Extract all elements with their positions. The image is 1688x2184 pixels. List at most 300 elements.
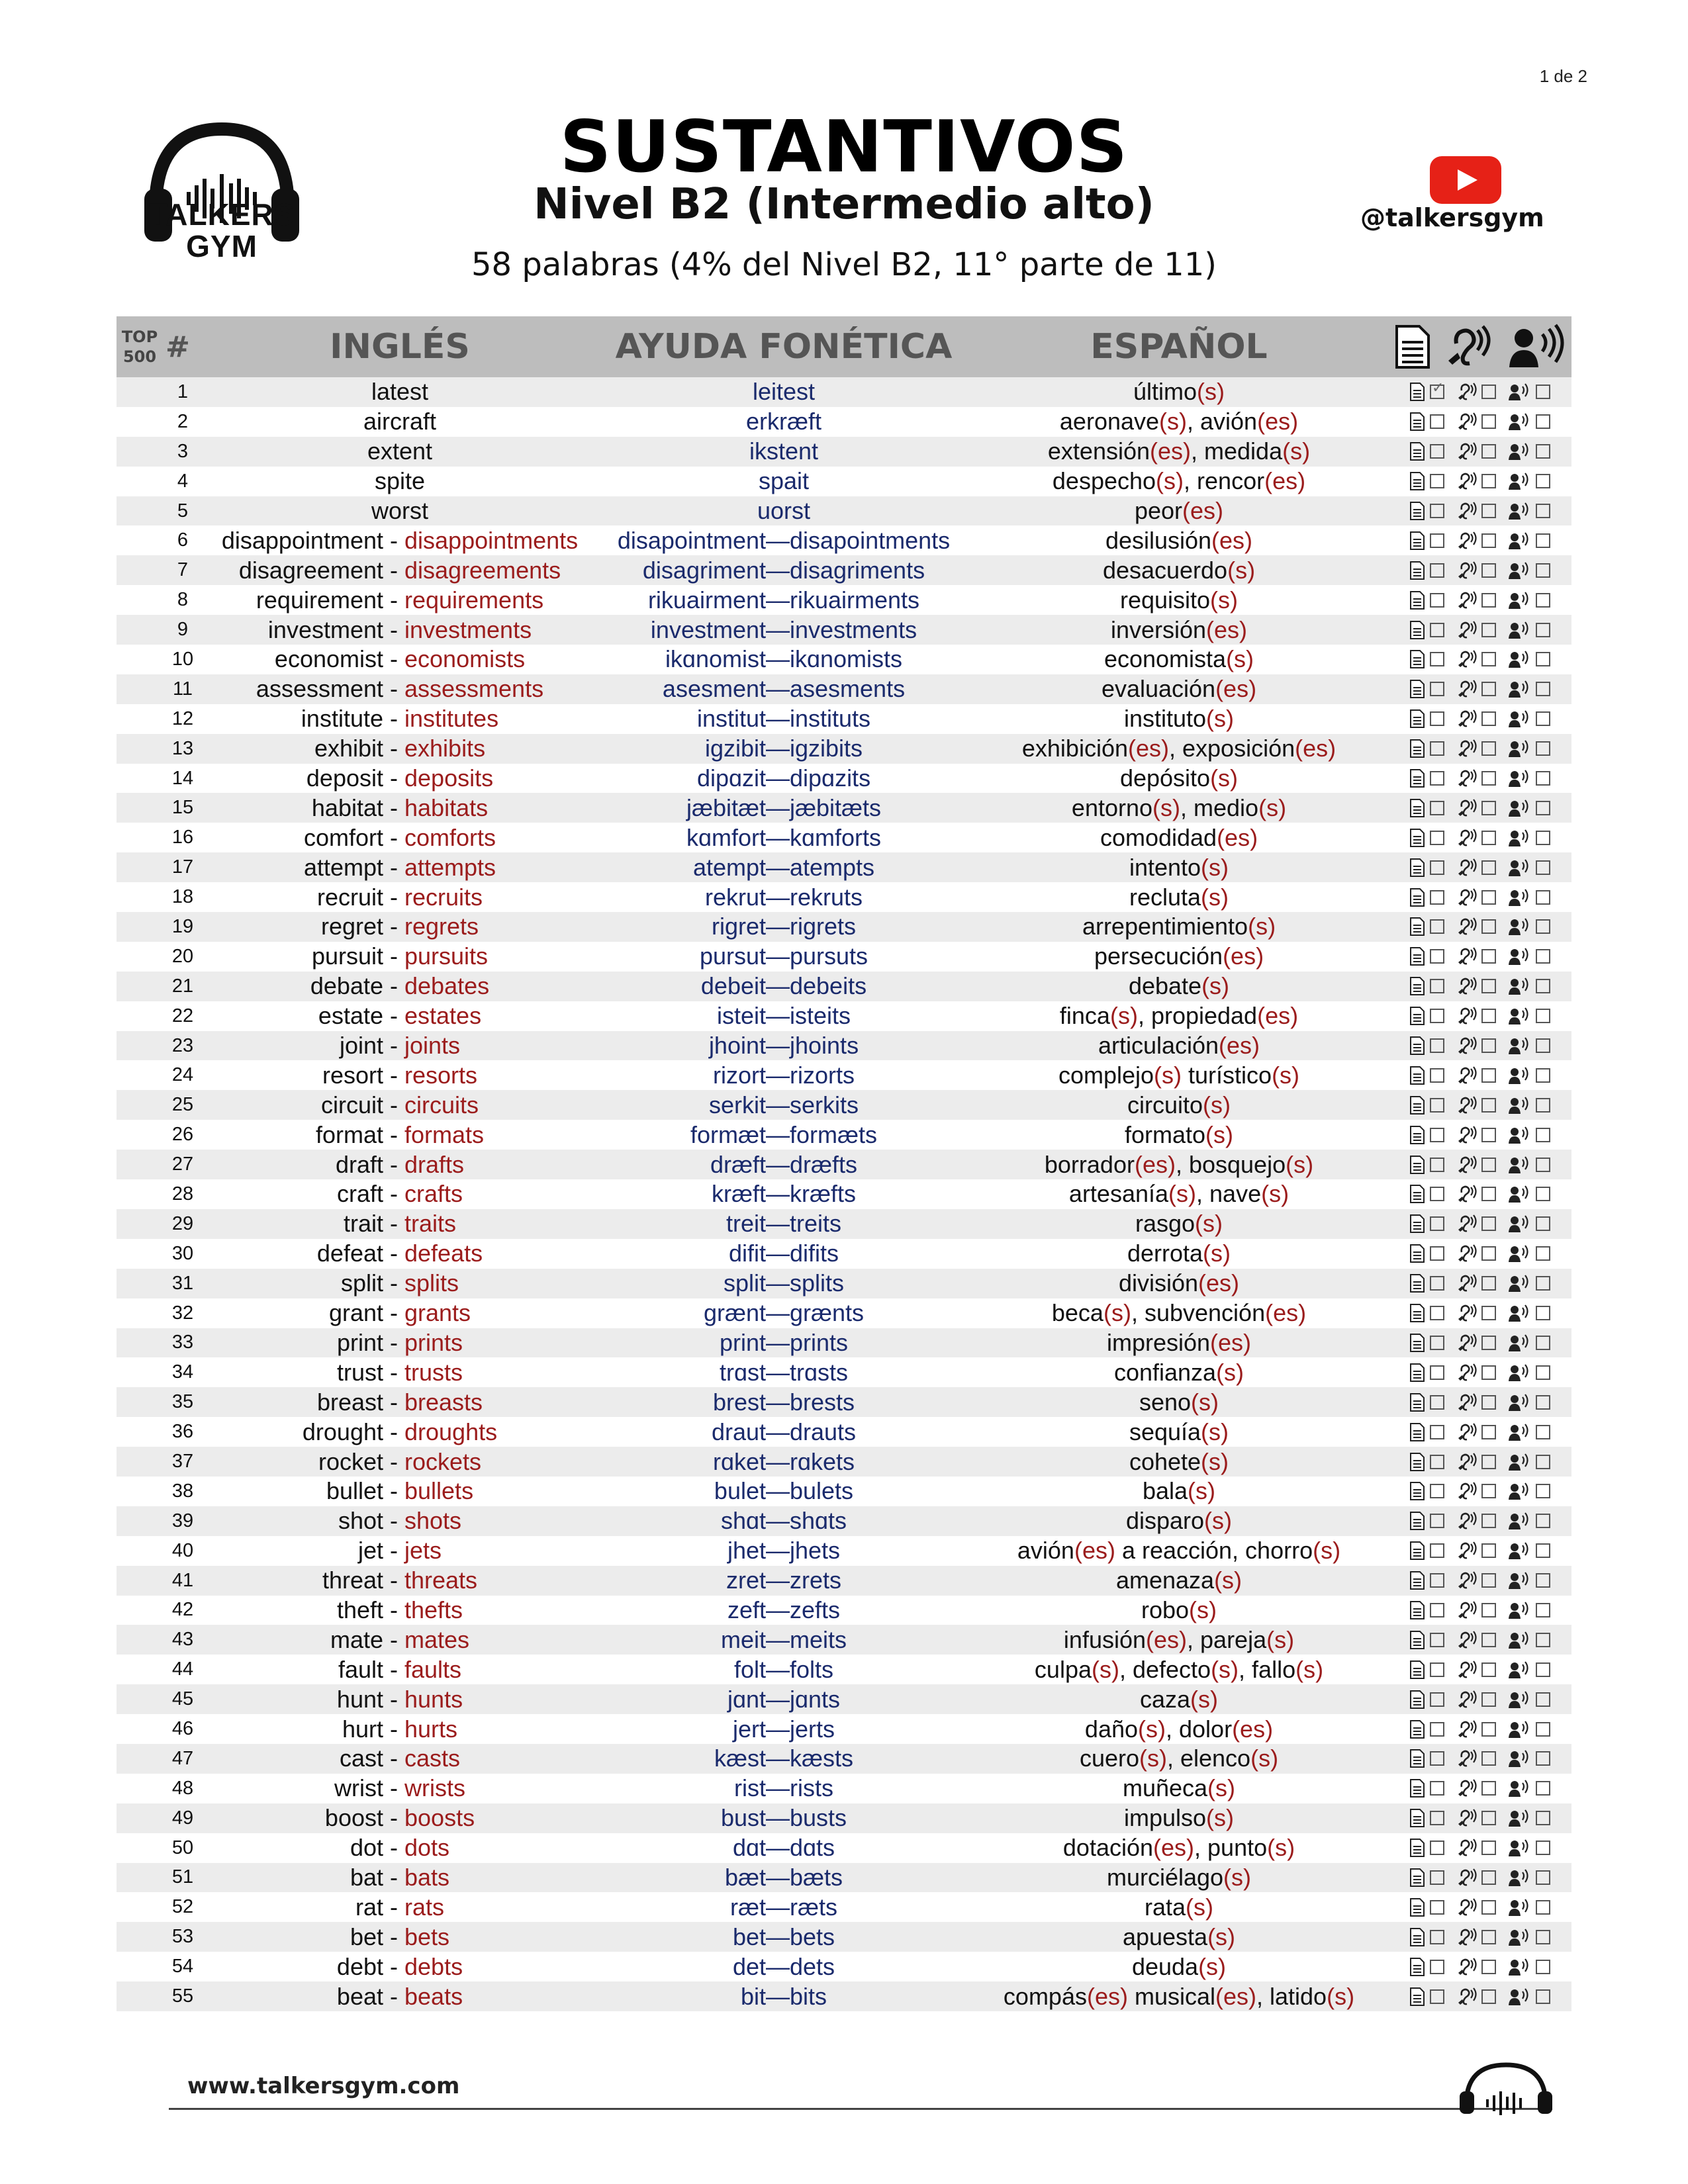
singular: recruit — [316, 883, 383, 911]
speak-checkbox[interactable] — [1536, 1068, 1550, 1083]
speak-checkbox[interactable] — [1536, 711, 1550, 726]
listen-checkbox[interactable] — [1481, 1989, 1496, 2004]
phonetic: jɑnt—jɑnts — [727, 1685, 841, 1713]
english-word — [203, 1566, 597, 1596]
singular: jet — [357, 1537, 383, 1565]
speak-checkbox[interactable] — [1536, 949, 1550, 964]
plural-suffix: (s) — [1250, 1745, 1279, 1772]
read-checkbox[interactable] — [1430, 1038, 1444, 1053]
listen-checkbox[interactable] — [1481, 1751, 1496, 1766]
speak-checkbox[interactable] — [1536, 1336, 1550, 1350]
read-checkbox[interactable]: ✓ — [1430, 385, 1444, 399]
table-row — [117, 1803, 1571, 1833]
listen-checkbox[interactable] — [1481, 1781, 1496, 1796]
listen-checkbox[interactable] — [1481, 385, 1496, 399]
separator: - — [383, 764, 404, 792]
listen-checkbox[interactable] — [1481, 563, 1496, 578]
spanish-word: último — [1133, 378, 1197, 406]
read-checkbox[interactable] — [1430, 1246, 1444, 1261]
speak-checkbox[interactable] — [1536, 1722, 1550, 1737]
spanish-translation — [970, 1981, 1387, 2011]
spanish-translation — [970, 1357, 1387, 1387]
listen-checkbox[interactable] — [1481, 1900, 1496, 1915]
read-checkbox[interactable] — [1430, 623, 1444, 637]
english-word — [203, 1803, 597, 1833]
speak-checkbox[interactable] — [1536, 741, 1550, 756]
document-icon — [1409, 1333, 1426, 1353]
plural-suffix: (es) — [1215, 1982, 1257, 2010]
table-row — [117, 1120, 1571, 1150]
read-checkbox[interactable] — [1430, 949, 1444, 964]
read-checkbox[interactable] — [1430, 831, 1444, 845]
plural-suffix: (es) — [1074, 1537, 1115, 1565]
listen-checkbox[interactable] — [1481, 801, 1496, 815]
english-word — [203, 377, 597, 407]
listen-checkbox[interactable] — [1481, 444, 1496, 459]
plural-suffix: (es) — [1257, 1002, 1299, 1030]
table-row — [117, 1060, 1571, 1090]
read-checkbox[interactable] — [1430, 533, 1444, 548]
read-checkbox[interactable] — [1430, 1306, 1444, 1320]
read-checkbox[interactable] — [1430, 1573, 1444, 1588]
read-checkbox[interactable] — [1430, 1781, 1444, 1796]
listen-checkbox[interactable] — [1481, 593, 1496, 608]
row-number: 55 — [171, 1985, 194, 2007]
listen-checkbox[interactable] — [1481, 890, 1496, 905]
listen-checkbox[interactable] — [1481, 1128, 1496, 1142]
listen-checkbox[interactable] — [1481, 1484, 1496, 1498]
practice-checkboxes — [1387, 1863, 1571, 1893]
speak-checkbox[interactable] — [1536, 1662, 1550, 1677]
speaking-person-icon — [1508, 382, 1532, 402]
english-word — [203, 1892, 597, 1922]
row-number: 23 — [171, 1034, 194, 1056]
speaking-person-icon — [1508, 1511, 1532, 1531]
read-checkbox[interactable] — [1430, 1365, 1444, 1380]
document-icon — [1409, 1095, 1426, 1115]
listen-checkbox[interactable] — [1481, 1246, 1496, 1261]
read-checkbox[interactable] — [1430, 860, 1444, 875]
document-icon — [1409, 1987, 1426, 2007]
ear-listen-icon — [1456, 382, 1477, 402]
speak-checkbox[interactable] — [1536, 1870, 1550, 1885]
ear-listen-icon — [1456, 531, 1477, 551]
speak-checkbox[interactable] — [1536, 1603, 1550, 1617]
listen-checkbox[interactable] — [1481, 1573, 1496, 1588]
speak-checkbox[interactable] — [1536, 1306, 1550, 1320]
listen-checkbox[interactable] — [1481, 533, 1496, 548]
separator: - — [383, 1834, 404, 1862]
plural-suffix: (s) — [1159, 408, 1188, 435]
speak-checkbox[interactable] — [1536, 1216, 1550, 1231]
speak-checkbox[interactable] — [1536, 979, 1550, 993]
footer-url[interactable]: www.talkersgym.com — [187, 2073, 460, 2099]
plural-suffix: (s) — [1201, 1418, 1229, 1445]
read-checkbox[interactable] — [1430, 1068, 1444, 1083]
practice-checkboxes — [1387, 734, 1571, 764]
speak-checkbox[interactable] — [1536, 1573, 1550, 1588]
plural-suffix: (s) — [1201, 972, 1230, 1000]
plural-suffix: (es) — [1257, 408, 1299, 435]
speak-checkbox[interactable] — [1536, 533, 1550, 548]
speak-checkbox[interactable] — [1536, 1038, 1550, 1053]
english-word — [203, 1952, 597, 1981]
read-checkbox[interactable] — [1430, 801, 1444, 815]
separator: - — [383, 1477, 404, 1505]
read-checkbox[interactable] — [1430, 919, 1444, 934]
speak-checkbox[interactable] — [1536, 1365, 1550, 1380]
listen-checkbox[interactable] — [1481, 1038, 1496, 1053]
listen-checkbox[interactable] — [1481, 1633, 1496, 1647]
read-checkbox[interactable] — [1430, 1722, 1444, 1737]
spanish-word: articulación — [1098, 1032, 1219, 1060]
speak-checkbox[interactable] — [1536, 1455, 1550, 1469]
document-icon — [1409, 1303, 1426, 1323]
table-row — [117, 377, 1571, 407]
practice-checkboxes — [1387, 764, 1571, 794]
social-handle[interactable]: @talkersgym — [1360, 203, 1544, 232]
table-row — [117, 1031, 1571, 1061]
read-checkbox[interactable] — [1430, 1128, 1444, 1142]
plural-suffix: (es) — [1264, 467, 1306, 495]
row-number: 48 — [171, 1777, 194, 1799]
plural-suffix: (s) — [1272, 1061, 1300, 1089]
plural: jets — [404, 1537, 442, 1565]
singular: circuit — [320, 1091, 383, 1118]
phonetic: det—dets — [732, 1952, 835, 1980]
read-checkbox[interactable] — [1430, 1158, 1444, 1172]
speak-checkbox[interactable] — [1536, 504, 1550, 518]
read-checkbox[interactable] — [1430, 1603, 1444, 1617]
listen-checkbox[interactable] — [1481, 1662, 1496, 1677]
speak-checkbox[interactable] — [1536, 1187, 1550, 1201]
read-checkbox[interactable] — [1430, 474, 1444, 488]
speak-checkbox[interactable] — [1536, 1900, 1550, 1915]
spanish-word: aeronave — [1059, 408, 1160, 435]
listen-checkbox[interactable] — [1481, 771, 1496, 786]
speak-checkbox[interactable] — [1536, 1514, 1550, 1528]
speaking-person-icon — [1508, 917, 1532, 936]
speak-checkbox[interactable] — [1536, 1246, 1550, 1261]
read-checkbox[interactable] — [1430, 1009, 1444, 1023]
speak-checkbox[interactable] — [1536, 1098, 1550, 1113]
separator: - — [383, 1032, 404, 1060]
listen-checkbox[interactable] — [1481, 1425, 1496, 1439]
spanish-translation — [970, 407, 1387, 437]
ear-listen-icon — [1456, 1066, 1477, 1085]
read-checkbox[interactable] — [1430, 1870, 1444, 1885]
row-number: 36 — [171, 1421, 194, 1443]
top500-cell — [117, 764, 163, 794]
top500-cell — [117, 437, 163, 467]
spanish-word: , propiedad — [1137, 1002, 1258, 1030]
listen-checkbox[interactable] — [1481, 1216, 1496, 1231]
read-checkbox[interactable] — [1430, 1336, 1444, 1350]
read-checkbox[interactable] — [1430, 1930, 1444, 1944]
speak-checkbox[interactable] — [1536, 652, 1550, 666]
read-checkbox[interactable] — [1430, 1989, 1444, 2004]
phonetic: bet—bets — [732, 1923, 835, 1950]
listen-checkbox[interactable] — [1481, 1395, 1496, 1410]
english-word — [203, 793, 597, 823]
speak-checkbox[interactable] — [1536, 474, 1550, 488]
speak-checkbox[interactable] — [1536, 1692, 1550, 1707]
read-checkbox[interactable] — [1430, 1187, 1444, 1201]
read-checkbox[interactable] — [1430, 563, 1444, 578]
plural-suffix: (s) — [1190, 1685, 1219, 1713]
read-checkbox[interactable] — [1430, 652, 1444, 666]
practice-checkboxes — [1387, 1417, 1571, 1447]
plural-suffix: (s) — [1091, 1655, 1119, 1683]
english-word — [203, 615, 597, 645]
speak-checkbox[interactable] — [1536, 860, 1550, 875]
read-checkbox[interactable] — [1430, 1543, 1444, 1558]
read-checkbox[interactable] — [1430, 1484, 1444, 1498]
speaking-person-icon — [1508, 1006, 1532, 1026]
spanish-word: culpa — [1034, 1655, 1092, 1683]
listen-checkbox[interactable] — [1481, 1306, 1496, 1320]
read-checkbox[interactable] — [1430, 1811, 1444, 1825]
top500-cell — [117, 1239, 163, 1269]
listen-checkbox[interactable] — [1481, 1692, 1496, 1707]
phonetic: investment—investments — [650, 615, 917, 643]
read-checkbox[interactable] — [1430, 1455, 1444, 1469]
speak-checkbox[interactable] — [1536, 1128, 1550, 1142]
row-number: 42 — [171, 1599, 194, 1621]
read-checkbox[interactable] — [1430, 771, 1444, 786]
english-word — [203, 1298, 597, 1328]
read-checkbox[interactable] — [1430, 741, 1444, 756]
document-icon — [1409, 1184, 1426, 1204]
row-number: 13 — [171, 737, 194, 759]
listen-checkbox[interactable] — [1481, 1603, 1496, 1617]
listen-checkbox[interactable] — [1481, 1276, 1496, 1291]
plural: faults — [404, 1655, 462, 1683]
speaking-person-icon — [1508, 679, 1532, 699]
read-checkbox[interactable] — [1430, 1098, 1444, 1113]
spanish-word: peor — [1134, 497, 1183, 524]
speak-checkbox[interactable] — [1536, 1811, 1550, 1825]
spanish-translation — [970, 1892, 1387, 1922]
read-checkbox[interactable] — [1430, 1751, 1444, 1766]
read-checkbox[interactable] — [1430, 1216, 1444, 1231]
speak-checkbox[interactable] — [1536, 623, 1550, 637]
listen-checkbox[interactable] — [1481, 1543, 1496, 1558]
speak-checkbox[interactable] — [1536, 831, 1550, 845]
separator: - — [383, 1804, 404, 1832]
listen-checkbox[interactable] — [1481, 682, 1496, 696]
read-checkbox[interactable] — [1430, 890, 1444, 905]
speak-checkbox[interactable] — [1536, 1930, 1550, 1944]
speak-checkbox[interactable] — [1536, 1781, 1550, 1796]
listen-checkbox[interactable] — [1481, 1722, 1496, 1737]
read-checkbox[interactable] — [1430, 1514, 1444, 1528]
listen-checkbox[interactable] — [1481, 1455, 1496, 1469]
read-checkbox[interactable] — [1430, 504, 1444, 518]
speaking-person-icon — [1508, 1808, 1532, 1828]
speak-checkbox[interactable] — [1536, 919, 1550, 934]
speak-checkbox[interactable] — [1536, 1276, 1550, 1291]
speak-checkbox[interactable] — [1536, 801, 1550, 815]
listen-checkbox[interactable] — [1481, 504, 1496, 518]
ear-listen-icon — [1456, 976, 1477, 996]
speaking-person-icon — [1508, 649, 1532, 669]
plural-suffix: (s) — [1138, 1715, 1166, 1743]
row-number: 4 — [177, 470, 189, 492]
read-checkbox[interactable] — [1430, 1276, 1444, 1291]
read-checkbox[interactable] — [1430, 1425, 1444, 1439]
separator: - — [383, 675, 404, 703]
read-checkbox[interactable] — [1430, 711, 1444, 726]
spanish-word: seno — [1139, 1388, 1192, 1416]
practice-checkboxes — [1387, 1774, 1571, 1803]
ear-listen-icon — [1456, 1452, 1477, 1472]
top500-cell — [117, 1536, 163, 1566]
practice-checkboxes — [1387, 1892, 1571, 1922]
read-checkbox[interactable] — [1430, 593, 1444, 608]
listen-checkbox[interactable] — [1481, 949, 1496, 964]
listen-checkbox[interactable] — [1481, 1336, 1496, 1350]
read-checkbox[interactable] — [1430, 1692, 1444, 1707]
read-checkbox[interactable] — [1430, 682, 1444, 696]
spanish-word: intento — [1129, 853, 1201, 881]
top500-cell — [117, 1655, 163, 1684]
speak-checkbox[interactable] — [1536, 1484, 1550, 1498]
speak-checkbox[interactable] — [1536, 414, 1550, 429]
speak-checkbox[interactable] — [1536, 1960, 1550, 1974]
listen-checkbox[interactable] — [1481, 1930, 1496, 1944]
practice-checkboxes — [1387, 1714, 1571, 1744]
header-number: # — [165, 330, 190, 364]
speak-checkbox[interactable] — [1536, 1009, 1550, 1023]
top500-cell — [117, 1298, 163, 1328]
spanish-word: complejo — [1058, 1061, 1154, 1089]
speak-checkbox[interactable] — [1536, 1841, 1550, 1855]
row-number: 9 — [177, 619, 189, 641]
listen-checkbox[interactable] — [1481, 1841, 1496, 1855]
spanish-word: impulso — [1123, 1804, 1207, 1832]
speak-checkbox[interactable] — [1536, 444, 1550, 459]
plural-suffix: (s) — [1206, 705, 1235, 733]
plural: deposits — [404, 764, 494, 792]
listen-checkbox[interactable] — [1481, 1009, 1496, 1023]
speak-checkbox[interactable] — [1536, 385, 1550, 399]
listen-checkbox[interactable] — [1481, 1098, 1496, 1113]
speak-checkbox[interactable] — [1536, 1989, 1550, 2004]
speak-checkbox[interactable] — [1536, 771, 1550, 786]
speak-checkbox[interactable] — [1536, 1158, 1550, 1172]
singular: rat — [355, 1893, 383, 1921]
document-icon — [1409, 917, 1426, 936]
table-row — [117, 1744, 1571, 1774]
read-checkbox[interactable] — [1430, 1395, 1444, 1410]
listen-checkbox[interactable] — [1481, 831, 1496, 845]
spanish-translation — [970, 972, 1387, 1001]
read-checkbox[interactable] — [1430, 1900, 1444, 1915]
singular: comfort — [303, 823, 383, 851]
listen-checkbox[interactable] — [1481, 1158, 1496, 1172]
separator: - — [383, 735, 404, 762]
document-icon — [1409, 1036, 1426, 1056]
ear-listen-icon — [1456, 1541, 1477, 1561]
speak-checkbox[interactable] — [1536, 890, 1550, 905]
read-checkbox[interactable] — [1430, 1662, 1444, 1677]
ear-listen-icon — [1456, 1808, 1477, 1828]
speak-checkbox[interactable] — [1536, 1633, 1550, 1647]
listen-checkbox[interactable] — [1481, 1514, 1496, 1528]
ear-listen-icon — [1456, 1303, 1477, 1323]
phonetic: jert—jerts — [732, 1715, 835, 1743]
youtube-icon[interactable] — [1430, 156, 1501, 204]
ear-listen-icon — [1456, 1125, 1477, 1145]
ear-listen-icon — [1456, 1422, 1477, 1442]
practice-checkboxes — [1387, 852, 1571, 882]
listen-checkbox[interactable] — [1481, 1365, 1496, 1380]
listen-checkbox[interactable] — [1481, 414, 1496, 429]
plural: defeats — [404, 1240, 483, 1267]
speak-checkbox[interactable] — [1536, 563, 1550, 578]
listen-checkbox[interactable] — [1481, 711, 1496, 726]
speak-checkbox[interactable] — [1536, 682, 1550, 696]
ear-listen-icon — [1456, 858, 1477, 878]
practice-checkboxes — [1387, 1536, 1571, 1566]
ear-listen-icon — [1456, 1392, 1477, 1412]
listen-checkbox[interactable] — [1481, 741, 1496, 756]
speaking-person-icon — [1508, 1481, 1532, 1501]
speak-checkbox[interactable] — [1536, 593, 1550, 608]
speak-checkbox[interactable] — [1536, 1395, 1550, 1410]
listen-checkbox[interactable] — [1481, 860, 1496, 875]
read-checkbox[interactable] — [1430, 414, 1444, 429]
read-checkbox[interactable] — [1430, 1841, 1444, 1855]
listen-checkbox[interactable] — [1481, 919, 1496, 934]
ear-listen-icon — [1456, 649, 1477, 669]
spanish-word: , pareja — [1187, 1625, 1267, 1653]
separator: - — [383, 853, 404, 881]
speak-checkbox[interactable] — [1536, 1425, 1550, 1439]
document-icon — [1409, 1422, 1426, 1442]
listen-checkbox[interactable] — [1481, 1870, 1496, 1885]
listen-checkbox[interactable] — [1481, 474, 1496, 488]
read-checkbox[interactable] — [1430, 979, 1444, 993]
speak-checkbox[interactable] — [1536, 1751, 1550, 1766]
table-row — [117, 437, 1571, 467]
read-checkbox[interactable] — [1430, 1633, 1444, 1647]
speaking-person-icon — [1508, 412, 1532, 432]
read-checkbox[interactable] — [1430, 444, 1444, 459]
phonetic: bit—bits — [740, 1982, 827, 2010]
listen-checkbox[interactable] — [1481, 1960, 1496, 1974]
document-icon — [1409, 1600, 1426, 1620]
ear-listen-icon — [1456, 1778, 1477, 1798]
speak-checkbox[interactable] — [1536, 1543, 1550, 1558]
read-checkbox[interactable] — [1430, 1960, 1444, 1974]
listen-checkbox[interactable] — [1481, 1068, 1496, 1083]
plural: exhibits — [404, 735, 486, 762]
plural-suffix: (s) — [1282, 437, 1311, 465]
listen-checkbox[interactable] — [1481, 979, 1496, 993]
practice-checkboxes — [1387, 467, 1571, 496]
table-row — [117, 1655, 1571, 1684]
spanish-word: a reacción, chorro — [1115, 1537, 1313, 1565]
listen-checkbox[interactable] — [1481, 1811, 1496, 1825]
listen-checkbox[interactable] — [1481, 1187, 1496, 1201]
table-row — [117, 1447, 1571, 1477]
listen-checkbox[interactable] — [1481, 652, 1496, 666]
listen-checkbox[interactable] — [1481, 623, 1496, 637]
speaking-person-icon — [1508, 1660, 1532, 1680]
spanish-translation — [970, 1952, 1387, 1981]
